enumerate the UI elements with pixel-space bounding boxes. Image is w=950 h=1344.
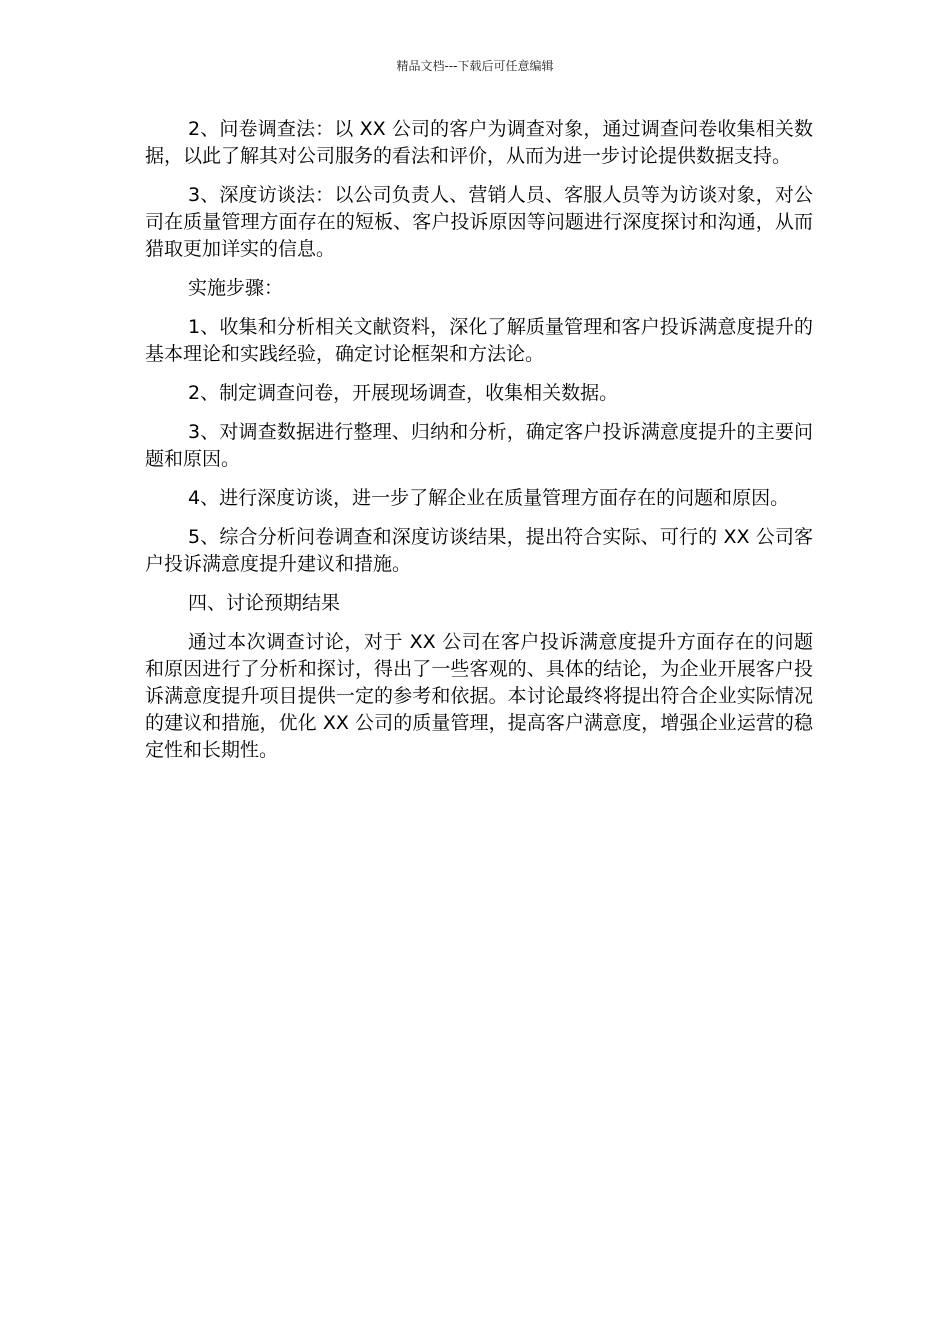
paragraph-method-questionnaire: 2、问卷调查法：以 XX 公司的客户为调查对象，通过调查问卷收集相关数据，以此了解其对公司服务的看法和评价，从而为进一步讨论提供数据支持。: [145, 118, 813, 167]
document-body: [145, 116, 813, 776]
paragraph-step-4: 4、进行深度访谈，进一步了解企业在质量管理方面存在的问题和原因。: [188, 487, 790, 509]
paragraph-step-2: 2、制定调查问卷，开展现场调查，收集相关数据。: [188, 382, 619, 404]
page-header: 精品文档---下载后可任意编辑: [396, 59, 554, 73]
paragraph-step-5: 5、综合分析问卷调查和深度访谈结果，提出符合实际、可行的 XX 公司客户投诉满意度提升建议和措施。: [145, 526, 813, 575]
paragraph-expected-results: 通过本次调查讨论，对于 XX 公司在客户投诉满意度提升方面存在的问题和原因进行了分析和探讨，得出了一些客观的、具体的结论，为企业开展客户投诉满意度提升项目提供一定的参考和依据。本讨论最终将提出符合企业实际情况的建议和措施，优化 XX 公司的质量管理，提高客户满意度，增强企业运营的稳定性和长期性。: [145, 631, 813, 761]
paragraph-step-3: 3、对调查数据进行整理、归纳和分析，确定客户投诉满意度提升的主要问题和原因。: [145, 421, 813, 470]
paragraph-step-1: 1、收集和分析相关文献资料，深化了解质量管理和客户投诉满意度提升的基本理论和实践经验，确定讨论框架和方法论。: [145, 316, 813, 365]
section-heading-expected-results: 四、讨论预期结果: [188, 592, 341, 614]
paragraph-steps-heading: 实施步骤：: [188, 277, 284, 299]
paragraph-method-interview: 3、深度访谈法：以公司负责人、营销人员、客服人员等为访谈对象，对公司在质量管理方面存在的短板、客户投诉原因等问题进行深度探讨和沟通，从而猎取更加详实的信息。: [145, 184, 813, 260]
